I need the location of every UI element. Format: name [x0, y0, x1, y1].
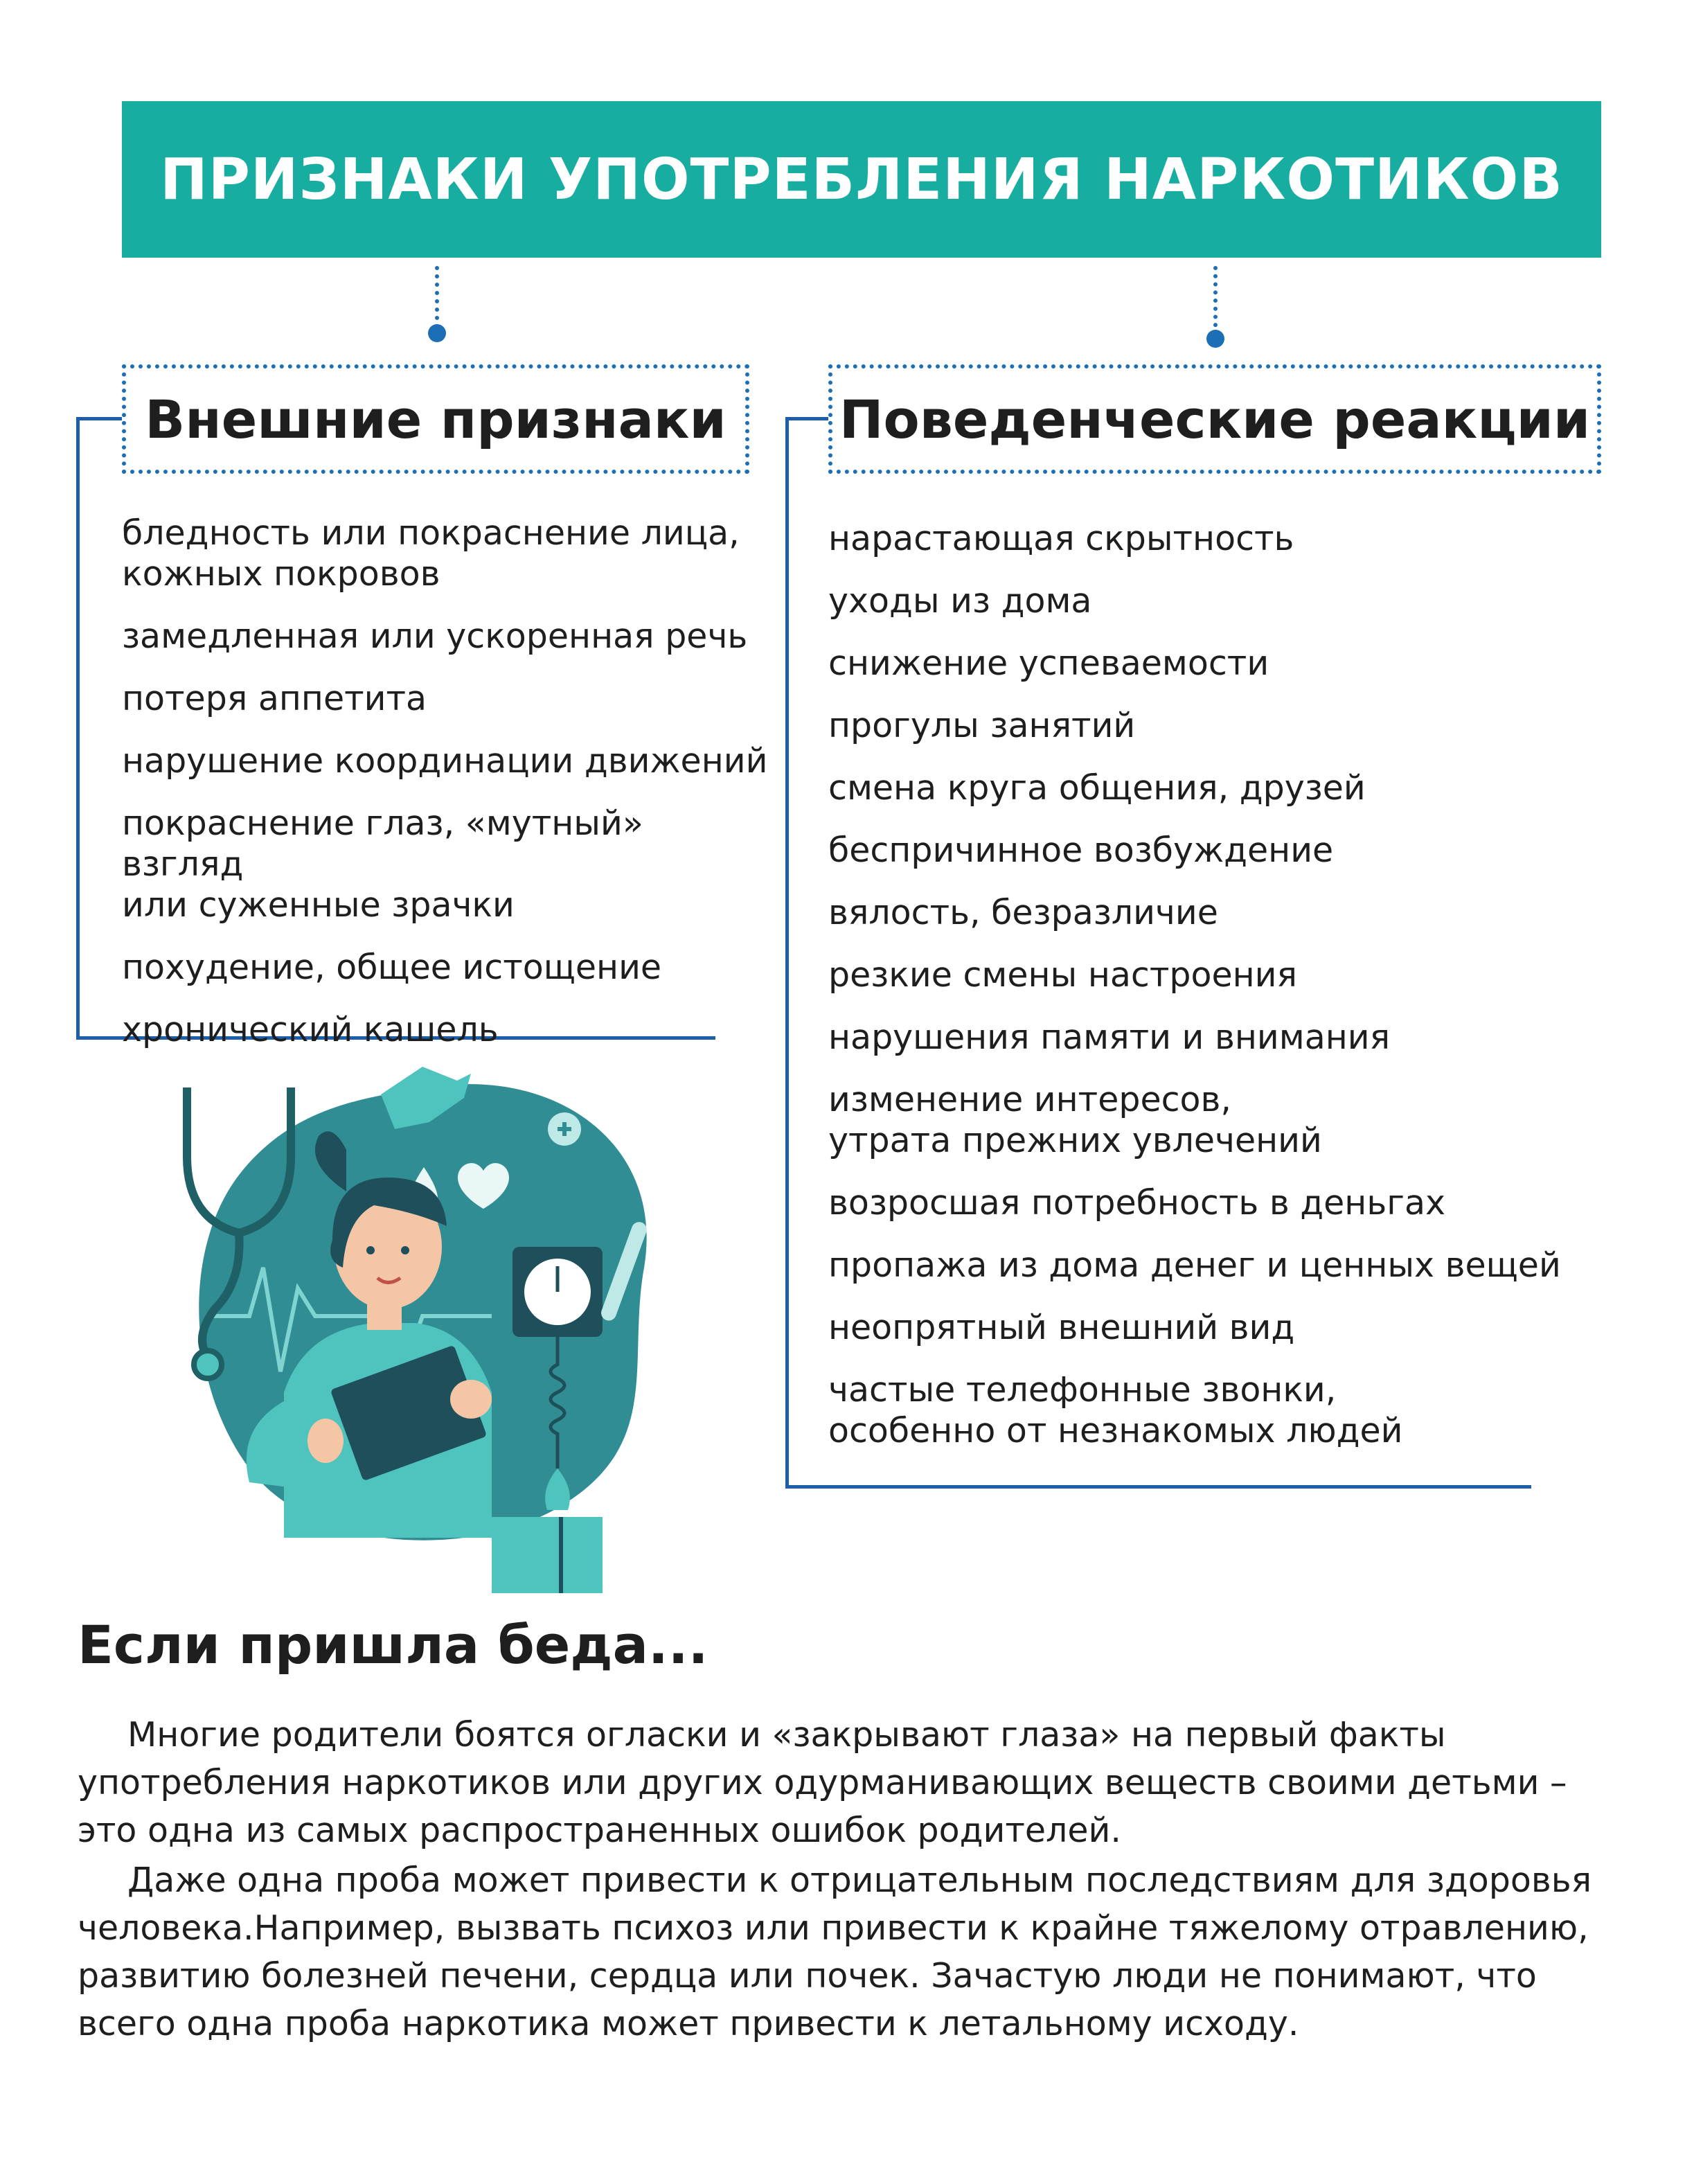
connector-dot-right	[1206, 330, 1224, 348]
external-sign-item: потеря аппетита	[122, 679, 427, 718]
behavioral-sign-item: неопрятный внешний вид	[828, 1308, 1295, 1347]
connector-dot-left	[428, 324, 446, 342]
behavioral-sign-item: изменение интересов, утрата прежних увлечений	[828, 1080, 1322, 1160]
behavioral-signs-title: Поведенческие реакции	[839, 388, 1591, 450]
external-signs-list	[122, 513, 773, 1072]
external-sign-item: бледность или покраснение лица, кожных покровов	[122, 513, 740, 594]
behavioral-sign-item: возросшая потребность в деньгах	[828, 1183, 1445, 1223]
external-signs-title: Внешние признаки	[145, 388, 726, 450]
behavioral-sign-item: смена круга общения, друзей	[828, 768, 1366, 808]
trouble-paragraph-1: Многие родители боятся огласки и «закрывают глаза» на первый факты употребления наркотиков или других одурманивающих веществ своими детьми – это одна из самых распространенных ошибок родителей.	[78, 1715, 1567, 1850]
behavioral-sign-item: нарушения памяти и внимания	[828, 1018, 1391, 1057]
external-sign-item: похудение, общее истощение	[122, 948, 662, 987]
external-sign-item: покраснение глаз, «мутный» взгляд или суженные зрачки	[122, 804, 643, 925]
behavioral-sign-item: резкие смены настроения	[828, 955, 1297, 995]
behavioral-sign-item: снижение успеваемости	[828, 643, 1269, 683]
behavioral-signs-bracket-tick	[785, 417, 828, 420]
behavioral-sign-item: вялость, безразличие	[828, 893, 1218, 932]
behavioral-sign-item: прогулы занятий	[828, 706, 1136, 745]
connector-left	[435, 266, 439, 328]
behavioral-sign-item: пропажа из дома денег и ценных вещей	[828, 1245, 1561, 1285]
trouble-heading: Если пришла беда...	[78, 1614, 708, 1676]
behavioral-signs-list	[828, 518, 1604, 1473]
nurse-illustration	[166, 1039, 706, 1593]
connector-right	[1213, 266, 1218, 335]
behavioral-sign-item: уходы из дома	[828, 581, 1092, 621]
behavioral-sign-item: нарастающая скрытность	[828, 519, 1294, 558]
title-banner	[122, 101, 1601, 258]
external-signs-bracket-tick	[76, 417, 122, 420]
medical-box	[492, 1517, 603, 1593]
trouble-paragraph-2: Даже одна проба может привести к отрицательным последствиям для здоровья человека.Например, вызвать психоз или привести к крайне тяжелому отравлению, развитию болезней печени, сердца или почек. Зачастую люди не понимают, что всего одна проба наркотика может привести к летальному исходу.	[78, 1861, 1592, 2043]
external-sign-item: нарушение координации движений	[122, 741, 768, 781]
page-title: ПРИЗНАКИ УПОТРЕБЛЕНИЯ НАРКОТИКОВ	[160, 146, 1563, 213]
behavioral-sign-item: частые телефонные звонки, особенно от незнакомых людей	[828, 1370, 1403, 1450]
external-sign-item: замедленная или ускоренная речь	[122, 616, 748, 656]
behavioral-sign-item: беспричинное возбуждение	[828, 831, 1334, 870]
external-sign-item: хронический кашель	[122, 1010, 499, 1049]
